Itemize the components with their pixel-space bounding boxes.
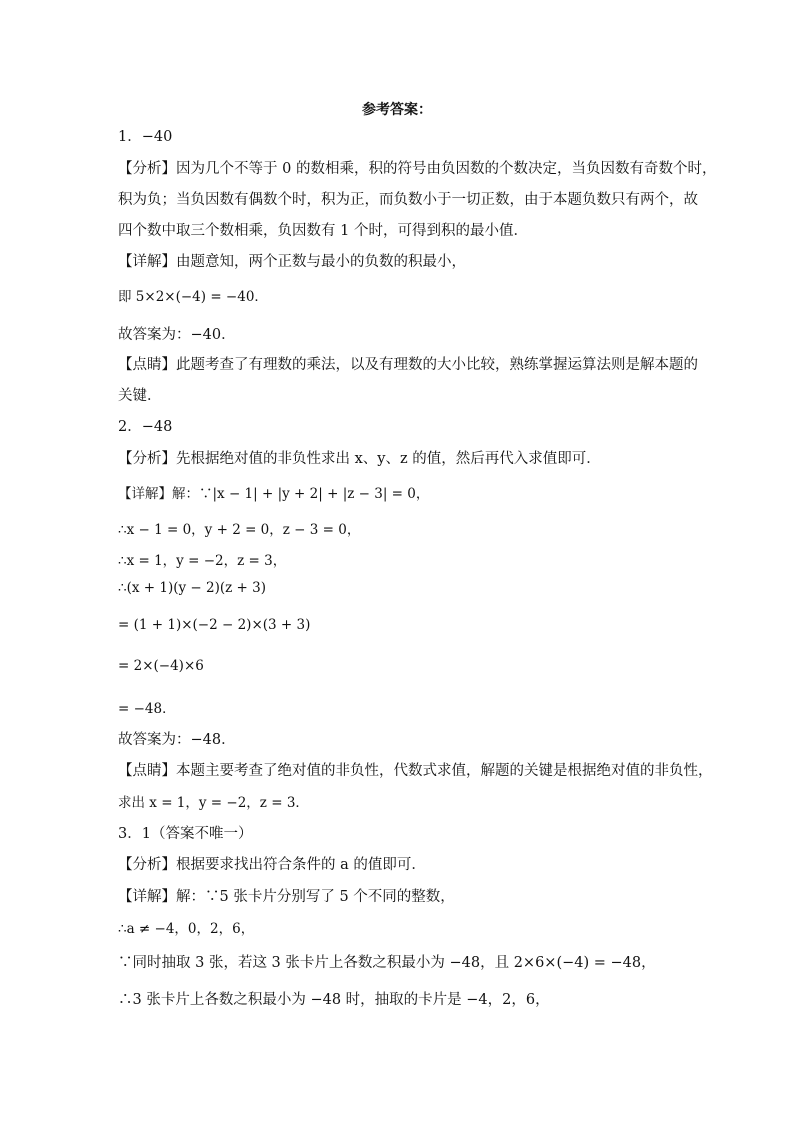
answer-2-detail-line-3: ∴x = 1，y = −2，z = 3， xyxy=(118,553,287,569)
answer-3-detail-line-1: 【详解】解：∵5 张卡片分别写了 5 个不同的整数， xyxy=(118,889,455,905)
answer-2-detail-line-7: = −48． xyxy=(118,701,176,717)
answer-3-detail-line-2: ∴a ≠ −4，0，2，6， xyxy=(118,921,255,937)
answer-2-detail-line-4: ∴(x + 1)(y − 2)(z + 3) xyxy=(118,580,266,596)
answer-2-result: 故答案为：−48． xyxy=(118,732,236,748)
answer-1-comment-line-1: 【点睛】此题考查了有理数的乘法，以及有理数的大小比较，熟练掌握运算法则是解本题的 xyxy=(118,357,698,373)
answer-1-analysis-line-3: 四个数中取三个数相乘，负因数有 1 个时，可得到积的最小值． xyxy=(118,223,528,239)
answer-2-analysis: 【分析】先根据绝对值的非负性求出 x、y、z 的值，然后再代入求值即可． xyxy=(118,451,601,467)
answer-3-detail-line-3: ∵同时抽取 3 张，若这 3 张卡片上各数之积最小为 −48，且 2×6×(−4) = −48， xyxy=(118,955,656,971)
answer-2-detail-line-5: = (1 + 1)×(−2 − 2)×(3 + 3) xyxy=(118,617,311,633)
answer-1-detail-line-2: 即 5×2×(−4) = −40． xyxy=(118,289,268,305)
answer-2-heading: 2．−48 xyxy=(118,419,173,435)
answer-3-analysis: 【分析】根据要求找出符合条件的 a 的值即可． xyxy=(118,857,426,873)
answer-3-heading: 3．1（答案不唯一） xyxy=(118,826,253,842)
answer-2-detail-line-1: 【详解】解：∵|x − 1| + |y + 2| + |z − 3| = 0， xyxy=(118,486,430,502)
answer-1-heading: 1．−40 xyxy=(118,129,173,145)
answer-2-comment-line-1: 【点睛】本题主要考查了绝对值的非负性，代数式求值，解题的关键是根据绝对值的非负性， xyxy=(118,763,713,779)
answer-2-detail-line-6: = 2×(−4)×6 xyxy=(118,658,204,674)
page-title: 参考答案： xyxy=(362,102,432,118)
answer-2-detail-line-2: ∴x − 1 = 0，y + 2 = 0，z − 3 = 0， xyxy=(118,522,361,538)
answer-1-analysis-line-2: 积为负；当负因数有偶数个时，积为正，而负数小于一切正数，由于本题负数只有两个，故 xyxy=(118,192,698,208)
answer-1-analysis-line-1: 【分析】因为几个不等于 0 的数相乘，积的符号由负因数的个数决定，当负因数有奇数个时， xyxy=(118,161,717,177)
answer-1-result: 故答案为：−40． xyxy=(118,327,236,343)
answer-1-detail-line-1: 【详解】由题意知，两个正数与最小的负数的积最小， xyxy=(118,254,466,270)
answer-1-comment-line-2: 关键． xyxy=(118,388,162,404)
answer-3-detail-line-4: ∴3 张卡片上各数之积最小为 −48 时，抽取的卡片是 −4，2，6， xyxy=(118,992,550,1008)
answer-2-comment-line-2: 求出 x = 1，y = −2，z = 3． xyxy=(118,795,309,811)
